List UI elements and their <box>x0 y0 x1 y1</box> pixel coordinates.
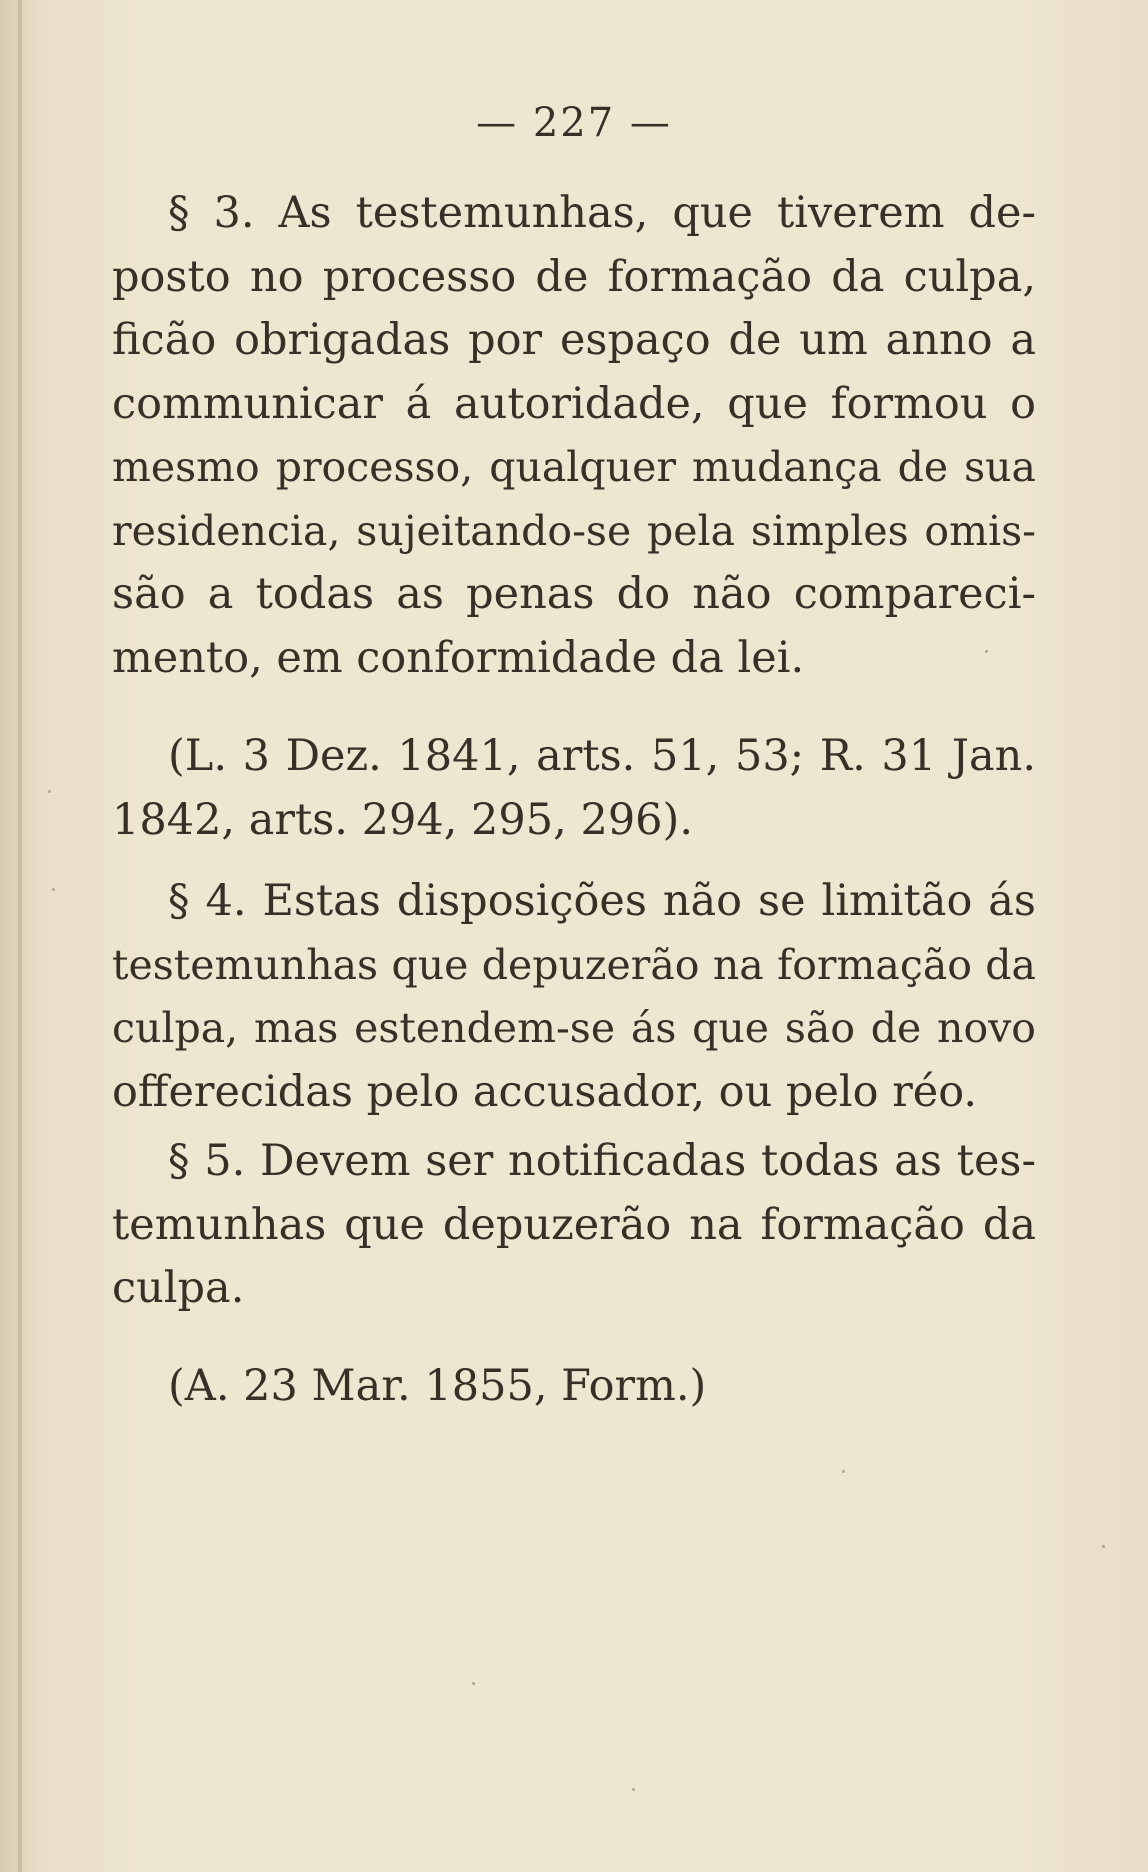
text-line: mesmo processo, qualquer mudança de sua <box>112 443 1036 491</box>
paper-speck <box>52 888 55 891</box>
citation-law-1841 <box>112 725 1036 852</box>
paper-speck <box>1102 1545 1105 1548</box>
page-number: — 227 — <box>476 100 672 146</box>
text-line: § 5. Devem ser notificadas todas as tes- <box>168 1136 1036 1186</box>
text-line: § 4. Estas disposições não se limitão ás <box>168 876 1036 926</box>
text-line: (L. 3 Dez. 1841, arts. 51, 53; R. 31 Jan. <box>168 731 1036 781</box>
text-line: mento, em conformidade da lei. <box>112 632 805 683</box>
text-line: § 3. As testemunhas, que tiverem de- <box>168 188 1036 238</box>
text-line: ficão obrigadas por espaço de um anno a <box>112 315 1036 365</box>
paragraph-section-5 <box>112 1130 1036 1321</box>
paper-speck <box>472 1682 475 1685</box>
binding-edge <box>18 0 22 1872</box>
text-line: testemunhas que depuzerão na formação da <box>112 940 1036 989</box>
paper-speck <box>842 1470 845 1473</box>
paper-speck <box>985 650 988 653</box>
text-line: posto no processo de formação da culpa, <box>112 251 1036 302</box>
paragraph-section-4 <box>112 870 1036 1124</box>
paragraph-section-3 <box>112 182 1036 690</box>
text-line: culpa, mas estendem-se ás que são de novo <box>112 1004 1036 1052</box>
text-line: communicar á autoridade, que formou o <box>112 378 1036 429</box>
paper-speck <box>632 1788 635 1791</box>
text-line: temunhas que depuzerão na formação da <box>112 1199 1036 1250</box>
citation-aviso-1855 <box>112 1355 1036 1419</box>
paper-speck <box>48 790 51 793</box>
text-line: residencia, sujeitando-se pela simples omis- <box>112 506 1036 555</box>
text-line: (A. 23 Mar. 1855, Form.) <box>168 1361 707 1411</box>
text-line: offerecidas pelo accusador, ou pelo réo. <box>112 1066 978 1117</box>
text-line: culpa. <box>112 1263 245 1313</box>
text-line: 1842, arts. 294, 295, 296). <box>112 794 693 845</box>
text-line: são a todas as penas do não compareci- <box>112 569 1036 619</box>
